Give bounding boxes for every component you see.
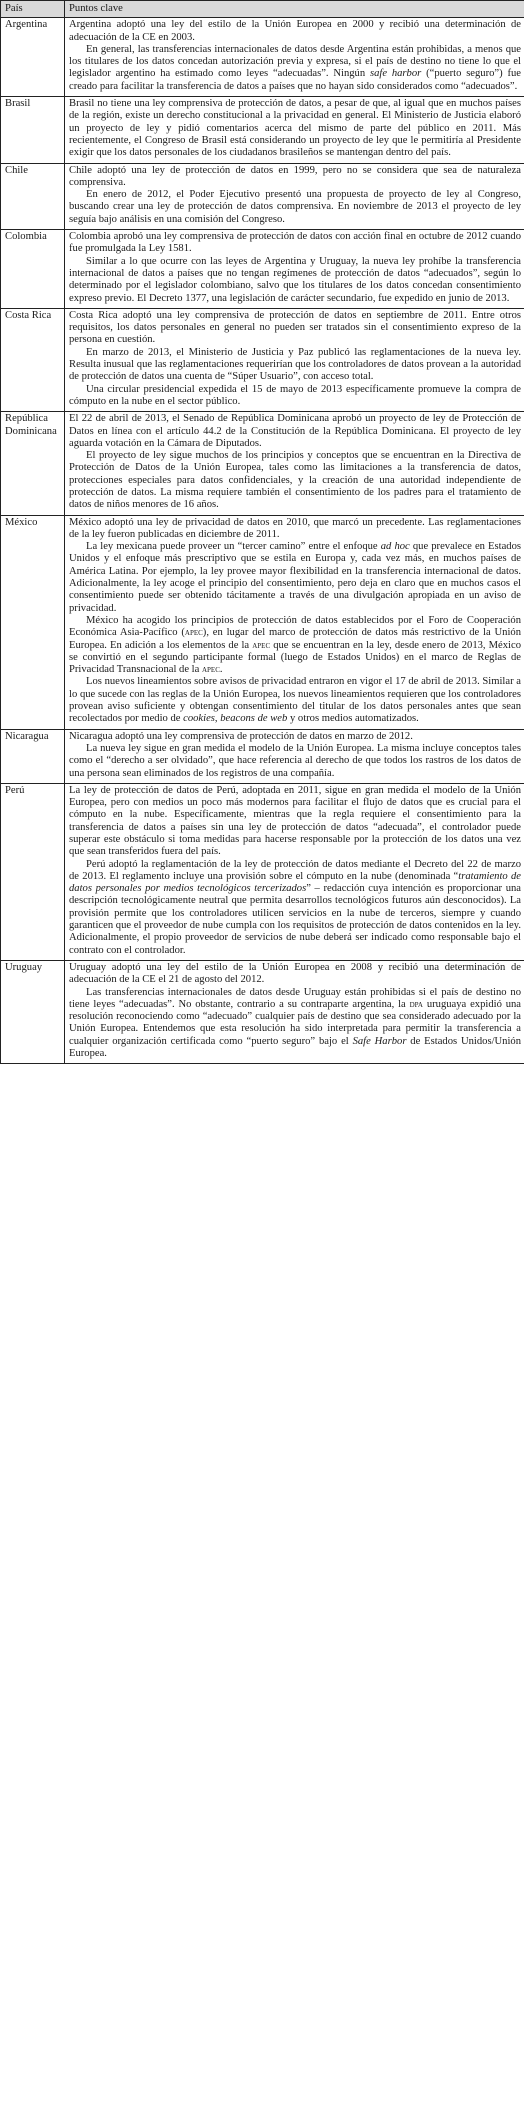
key-points-cell: [65, 163, 524, 229]
table-row: [1, 729, 524, 783]
key-point-paragraph: Una circular presidencial expedida el 15 de mayo de 2013 específicamente promueve la compra de cómputo en la nube en el sector público.: [69, 383, 521, 407]
column-header-country: País: [1, 1, 65, 18]
table-row: [1, 783, 524, 960]
country-cell: Chile: [1, 163, 65, 229]
country-cell: Colombia: [1, 230, 65, 309]
key-points-cell: [65, 515, 524, 729]
key-point-paragraph: Uruguay adoptó una ley del estilo de la Unión Europea en 2008 y recibió una determinación de adecuación de la CE el 21 de agosto del 2012.: [69, 961, 521, 986]
table-row: [1, 412, 524, 515]
key-point-paragraph: Nicaragua adoptó una ley comprensiva de protección de datos en marzo de 2012.: [69, 730, 413, 742]
table-row: [1, 308, 524, 411]
table-row: [1, 230, 524, 309]
key-point-paragraph: El 22 de abril de 2013, el Senado de República Dominicana aprobó un proyecto de ley de Protección de Datos en línea con el artículo 44.2 de la Constitución de la República Dominicana. El proyecto de ley aguarda votación en la Cámara de Diputados.: [69, 413, 521, 449]
table-row: [1, 960, 524, 1063]
key-point-paragraph: México ha acogido los principios de protección de datos establecidos por el Foro de Cooperación Económica Asia-Pacífico (apec), en lugar del marco de protección de datos más restrictivo de la Unión Europea. En adición a los elementos de la apec que se encuentran en la ley, desde enero de 2013, México se convirtió en el segundo participante formal (luego de Estados Unidos) en el marco de Reglas de Privacidad Transnacional de la apec.: [69, 614, 522, 676]
country-cell: Perú: [1, 783, 65, 960]
table-row: [1, 97, 524, 163]
column-header-key-points: Puntos clave: [65, 1, 524, 18]
key-point-paragraph: La ley de protección de datos de Perú, adoptada en 2011, sigue en gran medida el modelo de la Unión Europea, pero con medios un poco más modernos para facilitar el flujo de datos que es crucial para el cómputo en la nube. Específicamente, mientras que la regla requiere el consentimiento para la transferencia de datos a países sin una ley de protección de datos “adecuada”, el controlador puede superar este obstáculo si toma medidas para hacerse responsable por la protección de los datos una vez que sean transferidos fuera del país.: [69, 784, 521, 858]
table-header-row: [1, 1, 524, 18]
key-point-paragraph: El proyecto de ley sigue muchos de los principios y conceptos que se encuentran en la Directiva de Protección de Datos de la Unión Europea, tales como las limitaciones a la transferencia de datos, protecciones especiales para datos confidenciales, y la creación de una autoridad independiente de protección de datos. La misma requiere también el consentimiento de los padres para el tratamiento de datos de niños menores de 16 años.: [69, 450, 521, 511]
key-points-cell: [65, 412, 524, 515]
key-point-paragraph: La nueva ley sigue en gran medida el modelo de la Unión Europea. La misma incluye conceptos tales como el “derecho a ser olvidado”, que hace referencia al derecho de que todos los rastros de los datos de una persona sean eliminados de los registros de una compañía.: [69, 742, 521, 779]
key-point-paragraph: Costa Rica adoptó una ley comprensiva de protección de datos en septiembre de 2011. Entre otros requisitos, los datos personales en general no pueden ser tratados sin el consentimiento expreso de la persona en cuestión.: [69, 309, 521, 346]
key-points-cell: [65, 729, 524, 783]
key-point-paragraph: Brasil no tiene una ley comprensiva de protección de datos, a pesar de que, al igual que en muchos países de la región, existe un derecho constitucional a la privacidad en general. El Ministerio de Justicia elaboró un proyecto de ley y pidió comentarios acerca del mismo de parte del público en 2011. Más recientemente, el Congreso de Brasil está considerando un proyecto de ley que le permitiría al Presidente exigir que los datos personales de los ciudadanos brasileños se mantengan dentro del país.: [69, 98, 521, 159]
table-row: [1, 515, 524, 729]
key-points-cell: [65, 230, 524, 309]
key-point-paragraph: México adoptó una ley de privacidad de datos en 2010, que marcó un precedente. Las reglamentaciones de la ley fueron publicadas en diciembre de 2011.: [69, 516, 521, 540]
country-cell: Costa Rica: [1, 308, 65, 411]
country-cell: República Dominicana: [1, 412, 65, 515]
country-cell: Uruguay: [1, 960, 65, 1063]
key-point-paragraph: En marzo de 2013, el Ministerio de Justicia y Paz publicó las reglamentaciones de la nueva ley. Resulta inusual que las reglamentaciones requerirían que los controladores de datos provean a la autoridad de protección de datos una cuenta de “Súper Usuario”, con acceso total.: [69, 346, 521, 383]
key-point-paragraph: En enero de 2012, el Poder Ejecutivo presentó una propuesta de proyecto de ley al Congreso, buscando crear una ley de protección de datos comprensiva. En noviembre de 2013 el proyecto de ley seguía bajo análisis en una comisión del Congreso.: [69, 189, 521, 225]
table-row: [1, 18, 524, 97]
key-point-paragraph: Los nuevos lineamientos sobre avisos de privacidad entraron en vigor el 17 de abril de 2013. Similar a lo que sucede con las reglas de la Unión Europea, los nuevos lineamientos requieren que los controladores provean aviso suficiente y obtengan consentimiento del titular de los datos personales antes que sean recolectados por medio de cookies, beacons de web y otros medios automatizados.: [69, 676, 521, 725]
country-cell: Argentina: [1, 18, 65, 97]
key-point-paragraph: Las transferencias internacionales de datos desde Uruguay están prohibidas si el país de destino no tiene leyes “adecuadas”. No obstante, contrario a su contraparte argentina, la dpa uruguaya expidió una resolución reconociendo como “adecuado” cualquier país de destino que sea considerado adecuado por la Unión Europea. Entendemos que esta resolución ha sido interpretada para permitir la transferencia a cualquier organización certificada como “puerto seguro” bajo el Safe Harbor de Estados Unidos/Unión Europea.: [69, 986, 521, 1060]
key-point-paragraph: Argentina adoptó una ley del estilo de la Unión Europea en 2000 y recibió una determinación de adecuación de la CE en 2003.: [69, 19, 521, 43]
key-points-cell: [65, 308, 524, 411]
key-point-paragraph: Colombia aprobó una ley comprensiva de protección de datos con acción final en octubre de 2012 cuando fue promulgada la Ley 1581.: [69, 231, 521, 255]
key-points-cell: [65, 97, 524, 163]
key-point-paragraph: Chile adoptó una ley de protección de datos en 1999, pero no se considera que sea de naturaleza comprensiva.: [69, 164, 521, 188]
key-point-paragraph: Similar a lo que ocurre con las leyes de Argentina y Uruguay, la nueva ley prohíbe la transferencia internacional de datos a países que no tengan regímenes de protección de datos “adecuados”, según lo determinado por el legislador colombiano, salvo que los titulares de los datos concedan consentimiento expreso previo. El Decreto 1377, una legislación de carácter secundario, fue expedido en junio de 2013.: [69, 255, 521, 304]
country-cell: Nicaragua: [1, 729, 65, 783]
key-point-paragraph: Perú adoptó la reglamentación de la ley de protección de datos mediante el Decreto del 22 de marzo de 2013. El reglamento incluye una provisión sobre el cómputo en la nube (denominada “tratamiento de datos personales por medios tecnológicos tercerizados” – redacción cuya intención es proporcionar una descripción tecnológicamente neutral que permita desarrollos tecnológicos futuros aún desconocidos). La provisión permite que los controladores utilicen servicios en la nube de terceros, siempre y cuando garanticen que el proveedor de nube cumpla con los requisitos de protección de datos contenidos en la ley. Adicionalmente, el propio proveedor de servicios de nube deberá ser indicado como responsable bajo el contrato con el controlador.: [69, 858, 521, 956]
key-point-paragraph: En general, las transferencias internacionales de datos desde Argentina están prohibidas, a menos que los titulares de los datos concedan autorización previa y expresa, si el país de destino no tiene lo que el legislador argentino ha estimado como leyes “adecuadas”. Ningún safe harbor (“puerto seguro”) fue creado para facilitar la transferencia de datos a países que no hayan sido considerados como “adecuados”.: [69, 43, 521, 92]
country-cell: México: [1, 515, 65, 729]
table-row: [1, 163, 524, 229]
key-points-cell: [65, 960, 524, 1063]
key-points-cell: [65, 18, 524, 97]
country-cell: Brasil: [1, 97, 65, 163]
key-point-paragraph: La ley mexicana puede proveer un “tercer camino” entre el enfoque ad hoc que prevalece en Estados Unidos y el enfoque más prescriptivo que se estila en Europa y, cada vez más, en muchos países de América Latina. Por ejemplo, la ley provee mayor flexibilidad en la transferencia internacional de datos. Adicionalmente, la ley acoge el principio del consentimiento, pero deja en claro que en muchos casos el consentimiento puede ser obtenido tácitamente a través de una divulgación apropiada en un aviso de privacidad.: [69, 541, 522, 614]
key-points-cell: [65, 783, 524, 960]
